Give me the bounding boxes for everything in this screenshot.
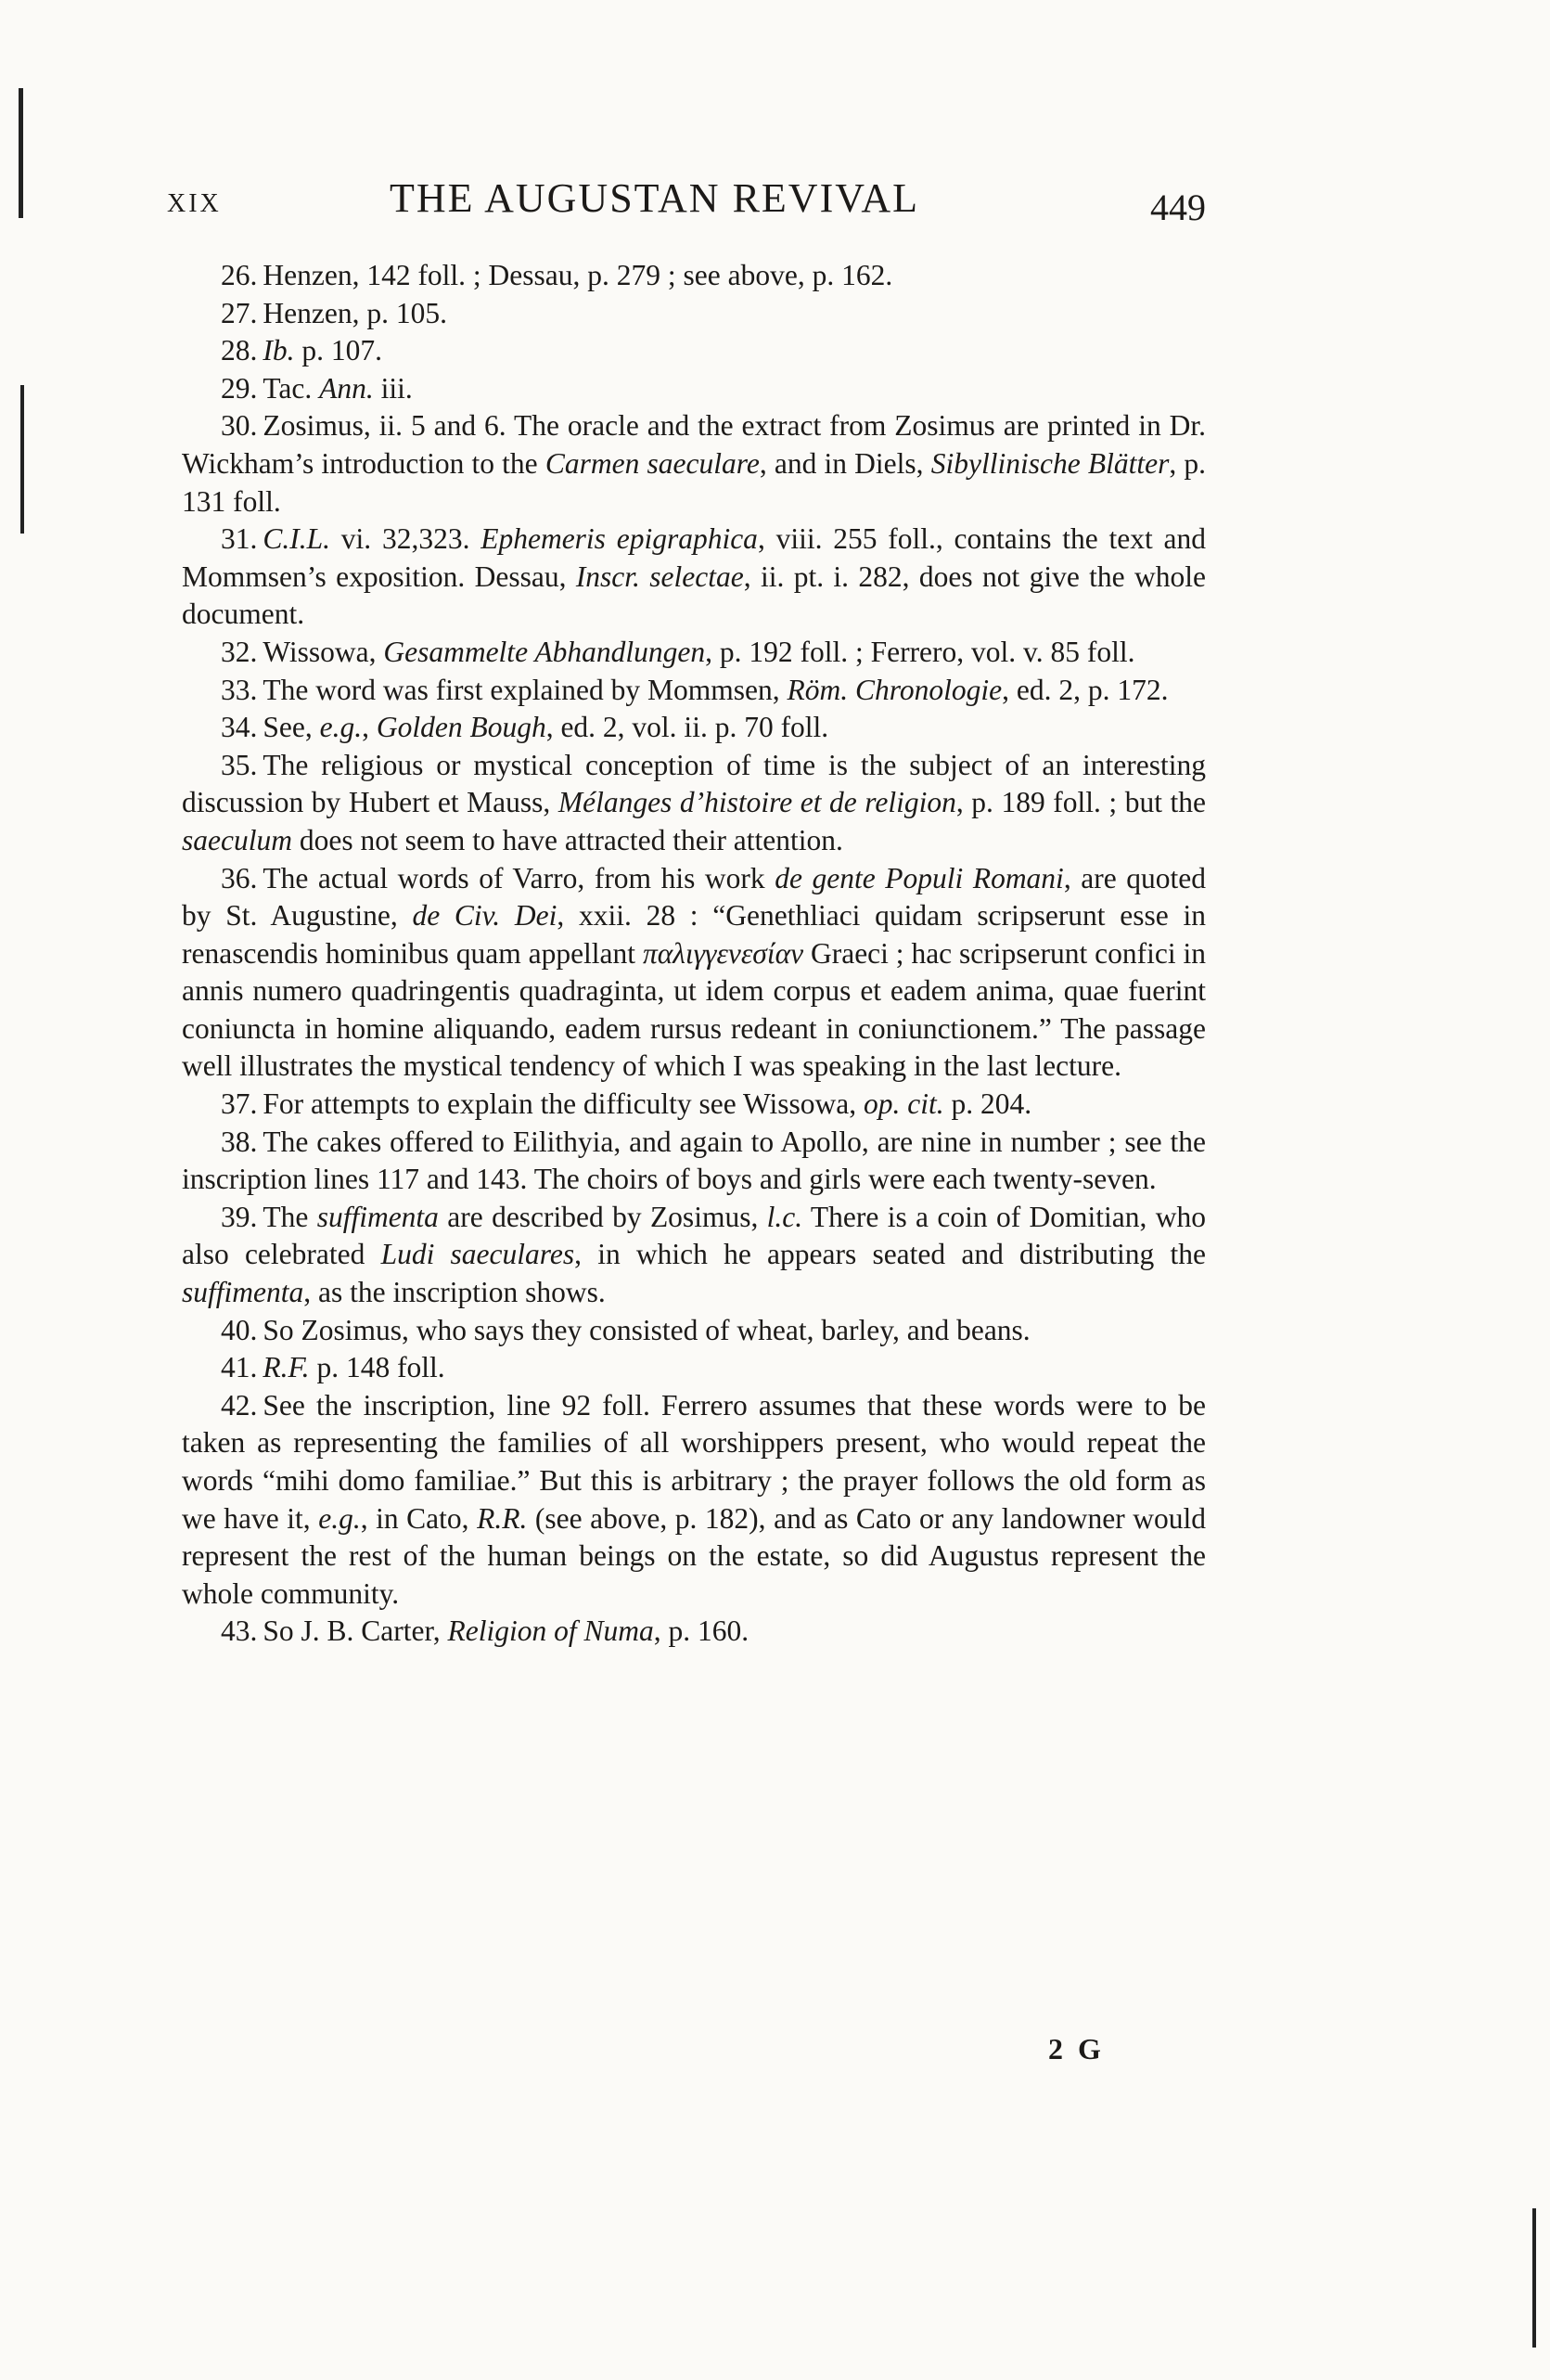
endnote-number: 38. — [221, 1125, 258, 1158]
endnote-number: 40. — [221, 1313, 258, 1346]
endnote-text: R.F. p. 148 foll. — [263, 1351, 445, 1384]
endnote — [182, 407, 1206, 521]
endnote-number: 32. — [221, 635, 258, 668]
endnote-text: Zosimus, ii. 5 and 6. The oracle and the extract from Zosimus are printed in Dr. Wickham’s introduction to the Carmen saeculare, and in Diels, Sibyllinische Blätter, p. 131 foll. — [182, 409, 1207, 518]
endnote — [182, 747, 1206, 860]
endnote — [182, 1613, 1206, 1651]
endnote-text: The actual words of Varro, from his work de gente Populi Romani, are quoted by St. Augustine, de Civ. Dei, xxii. 28 : “Genethliaci quidam scripserunt esse in renascendis hominibus quam appellant παλιγγενεσίαν Graeci ; hac scripserunt confici in annis numero quadringentis quadraginta, ut idem corpus et eadem anima, quae fuerint coniuncta in homine aliquando, eadem rursus redeant in coniunctionem.” The passage well illustrates the mystical tendency of which I was speaking in the last lecture. — [182, 861, 1206, 1083]
endnote — [182, 1124, 1206, 1199]
endnote-number: 41. — [221, 1351, 258, 1384]
endnote-text: See the inscription, line 92 foll. Ferrero assumes that these words were to be taken as representing the families of all worshippers present, who would repeat the words “mihi domo familiae.” But this is arbitrary ; the prayer follows the old form as we have it, e.g., in Cato, R.R. (see above, p. 182), and as Cato or any landowner would represent the rest of the human beings on the estate, so did Augustus represent the whole community. — [182, 1388, 1206, 1610]
endnote-number: 42. — [221, 1388, 258, 1422]
endnote-number: 33. — [221, 673, 258, 706]
endnote-number: 39. — [221, 1200, 258, 1233]
running-title: THE AUGUSTAN REVIVAL — [390, 175, 919, 221]
endnote-number: 36. — [221, 861, 258, 894]
endnote-text: Henzen, 142 foll. ; Dessau, p. 279 ; see above, p. 162. — [263, 259, 893, 291]
endnote-number: 37. — [221, 1087, 258, 1121]
endnote — [182, 1387, 1206, 1614]
endnote-text: The suffimenta are described by Zosimus, l.c. There is a coin of Domitian, who also celebrated Ludi saeculares, in which he appears seated and distributing the suffimenta, as the inscription shows. — [182, 1200, 1206, 1309]
endnote-number: 30. — [221, 409, 258, 443]
endnote-number: 43. — [221, 1615, 258, 1648]
scan-edge-mark — [19, 88, 23, 218]
endnote-number: 28. — [221, 334, 258, 367]
endnote-number: 34. — [221, 711, 258, 744]
endnote — [182, 1312, 1206, 1350]
endnote-text: Ib. p. 107. — [263, 334, 382, 367]
endnotes-list — [182, 257, 1206, 1651]
endnote — [182, 332, 1206, 370]
endnote — [182, 521, 1206, 634]
endnote-number: 35. — [221, 748, 258, 781]
page-header — [167, 174, 1206, 230]
endnote-text: The word was first explained by Mommsen, Röm. Chronologie, ed. 2, p. 172. — [263, 673, 1169, 706]
endnote-text: So J. B. Carter, Religion of Numa, p. 160. — [263, 1615, 749, 1648]
endnote-number: 27. — [221, 296, 258, 329]
endnote-text: Wissowa, Gesammelte Abhandlungen, p. 192 foll. ; Ferrero, vol. v. 85 foll. — [263, 635, 1135, 668]
chapter-number: XIX — [167, 189, 222, 218]
endnote — [182, 1086, 1206, 1124]
endnote — [182, 672, 1206, 710]
endnote — [182, 860, 1206, 1087]
endnote — [182, 257, 1206, 295]
endnote — [182, 634, 1206, 672]
endnote-text: See, e.g., Golden Bough, ed. 2, vol. ii. p. 70 foll. — [263, 711, 829, 744]
endnote — [182, 1199, 1206, 1312]
endnote-text: For attempts to explain the difficulty see Wissowa, op. cit. p. 204. — [263, 1087, 1032, 1121]
scan-edge-mark — [20, 385, 24, 534]
endnote-text: So Zosimus, who says they consisted of wheat, barley, and beans. — [263, 1313, 1031, 1346]
scan-edge-mark — [1532, 2208, 1536, 2348]
endnote — [182, 370, 1206, 408]
endnote-number: 26. — [221, 259, 258, 291]
endnote-text: Henzen, p. 105. — [263, 296, 447, 329]
endnote-number: 31. — [221, 522, 258, 556]
endnote-text: C.I.L. vi. 32,323. Ephemeris epigraphica, viii. 255 foll., contains the text and Mommsen’s exposition. Dessau, Inscr. selectae, ii. pt. i. 282, does not give the whole document. — [182, 522, 1206, 631]
endnote — [182, 295, 1206, 333]
endnote-number: 29. — [221, 371, 258, 405]
endnote — [182, 1349, 1206, 1387]
endnote — [182, 709, 1206, 747]
endnote-text: The religious or mystical conception of time is the subject of an interesting discussion by Hubert et Mauss, Mélanges d’histoire et de religion, p. 189 foll. ; but the saeculum does not seem to have attracted their attention. — [182, 748, 1206, 856]
endnote-text: Tac. Ann. iii. — [263, 371, 413, 405]
signature-mark: 2 G — [1048, 2032, 1105, 2065]
page-number: 449 — [1150, 187, 1206, 228]
endnote-text: The cakes offered to Eilithyia, and again to Apollo, are nine in number ; see the inscription lines 117 and 143. The choirs of boys and girls were each twenty-seven. — [182, 1125, 1206, 1196]
